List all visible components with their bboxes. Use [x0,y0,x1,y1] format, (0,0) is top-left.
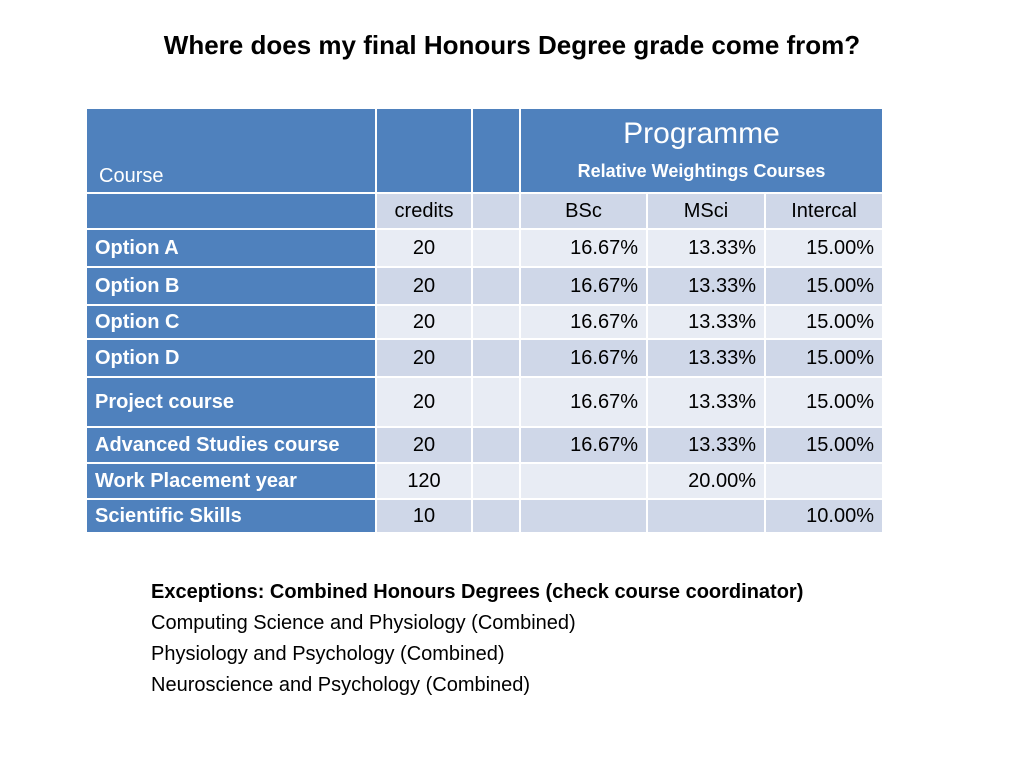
row-intercal: 10.00% [765,499,883,533]
row-spacer [472,499,520,533]
row-bsc [520,499,647,533]
row-intercal: 15.00% [765,305,883,339]
table-row [86,229,883,267]
row-bsc [520,463,647,499]
row-credits: 10 [376,499,472,533]
exceptions-notes [151,577,803,701]
row-spacer [472,229,520,267]
column-header-spacer [472,193,520,229]
programme-subtitle: Relative Weightings Courses [577,161,826,181]
programme-header [520,108,883,193]
row-name: Option C [86,305,376,339]
row-bsc: 16.67% [520,267,647,305]
row-spacer [472,339,520,377]
row-bsc: 16.67% [520,305,647,339]
row-intercal: 15.00% [765,339,883,377]
table-row [86,499,883,533]
row-credits: 20 [376,229,472,267]
row-bsc: 16.67% [520,229,647,267]
row-spacer [472,427,520,463]
row-credits: 20 [376,339,472,377]
exceptions-heading: Exceptions: Combined Honours Degrees (check course coordinator) [151,581,804,603]
row-bsc: 16.67% [520,427,647,463]
row-msci: 20.00% [647,463,765,499]
row-spacer [472,463,520,499]
programme-title: Programme [623,117,780,150]
exception-item: Computing Science and Physiology (Combined) [151,612,576,634]
row-name: Project course [86,377,376,427]
table-row [86,339,883,377]
column-header-blank [86,193,376,229]
header-blank-1 [376,108,472,193]
table-row [86,305,883,339]
weightings-table [85,107,884,534]
row-intercal: 15.00% [765,377,883,427]
row-credits: 20 [376,377,472,427]
row-credits: 20 [376,305,472,339]
column-header-credits: credits [376,193,472,229]
row-msci: 13.33% [647,229,765,267]
row-credits: 120 [376,463,472,499]
row-spacer [472,377,520,427]
row-name: Option A [86,229,376,267]
row-name: Scientific Skills [86,499,376,533]
header-blank-2 [472,108,520,193]
exception-item: Physiology and Psychology (Combined) [151,643,505,665]
table-row [86,463,883,499]
row-credits: 20 [376,427,472,463]
column-header-row [86,193,883,229]
column-header-msci: MSci [647,193,765,229]
row-bsc: 16.67% [520,339,647,377]
row-name: Advanced Studies course [86,427,376,463]
row-credits: 20 [376,267,472,305]
row-intercal [765,463,883,499]
row-intercal: 15.00% [765,229,883,267]
row-msci: 13.33% [647,339,765,377]
column-header-bsc: BSc [520,193,647,229]
row-name: Option D [86,339,376,377]
row-spacer [472,305,520,339]
column-header-intercal: Intercal [765,193,883,229]
row-spacer [472,267,520,305]
row-msci: 13.33% [647,305,765,339]
row-intercal: 15.00% [765,427,883,463]
row-msci: 13.33% [647,267,765,305]
row-bsc: 16.67% [520,377,647,427]
row-intercal: 15.00% [765,267,883,305]
course-header: Course [86,108,376,193]
table-row [86,427,883,463]
row-name: Option B [86,267,376,305]
exception-item: Neuroscience and Psychology (Combined) [151,674,531,696]
row-msci [647,499,765,533]
slide-title: Where does my final Honours Degree grade come from? [163,30,861,60]
table-row [86,267,883,305]
row-msci: 13.33% [647,427,765,463]
row-name: Work Placement year [86,463,376,499]
table-row [86,377,883,427]
row-msci: 13.33% [647,377,765,427]
